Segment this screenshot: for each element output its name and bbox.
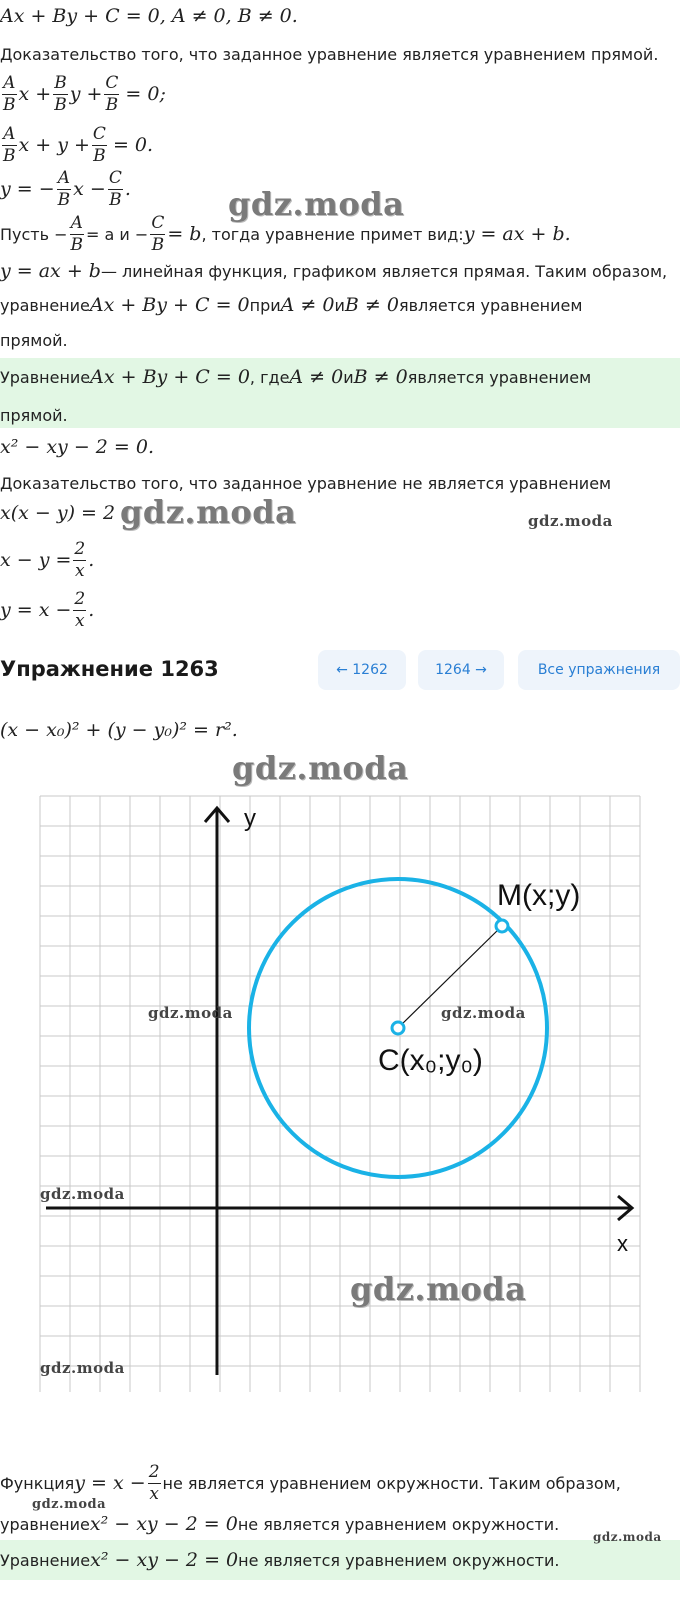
function-conclusion-line: Функция y = x − $\frac{2}{x}$ не является уравнением окружности. Таким образом, bbox=[0, 1461, 621, 1504]
next-exercise-button[interactable]: 1264 → bbox=[418, 650, 504, 690]
watermark: gdz.moda bbox=[32, 1497, 107, 1512]
watermark: gdz.moda bbox=[593, 1530, 662, 1544]
line-equation: Ax + By + C = 0, A ≠ 0, B ≠ 0. bbox=[0, 5, 298, 27]
fraction: $\frac{2}{x}$ bbox=[148, 1461, 160, 1504]
watermark: gdz.moda bbox=[232, 749, 409, 787]
watermark: gdz.moda bbox=[120, 493, 297, 531]
all-exercises-button[interactable]: Все упражнения bbox=[518, 650, 680, 690]
fraction: $\frac{2}{x}$ bbox=[74, 538, 86, 581]
point-c-label: C(x₀;y₀) bbox=[378, 1044, 483, 1077]
fraction: $\frac{B}{B}$ bbox=[54, 72, 67, 115]
given-equation: x² − xy − 2 = 0. bbox=[0, 436, 154, 458]
axis-x-label: x bbox=[617, 1231, 628, 1256]
watermark: gdz.moda bbox=[228, 185, 405, 223]
final-answer: Уравнение x² − xy − 2 = 0 не является уравнением окружности. bbox=[0, 1549, 560, 1571]
fraction: $\frac{C}{B}$ bbox=[151, 212, 165, 255]
conclusion-line-equation: уравнение x² − xy − 2 = 0 не является уравнением окружности. bbox=[0, 1513, 560, 1535]
proof-intro-1: Доказательство того, что заданное уравнение является уравнением прямой. bbox=[0, 44, 659, 64]
prev-exercise-button[interactable]: ← 1262 bbox=[318, 650, 406, 690]
axis-y-label: y bbox=[244, 805, 256, 832]
step-3: y = − $\frac{A}{B}$ x − $\frac{C}{B}$ . bbox=[0, 167, 131, 210]
step-2-3: y = x − $\frac{2}{x}$ . bbox=[0, 588, 95, 631]
answer-line-1: Уравнение Ax + By + C = 0 , где A ≠ 0 и B ≠ 0 является уравнением bbox=[0, 366, 592, 388]
fraction: $\frac{C}{B}$ bbox=[108, 167, 122, 210]
fraction: $\frac{A}{B}$ bbox=[70, 212, 84, 255]
step-2-2: x − y = $\frac{2}{x}$ . bbox=[0, 538, 95, 581]
substitution-line: Пусть − $\frac{A}{B}$ = a и − $\frac{C}{B}$ = b , тогда уравнение примет вид: y = ax + b. bbox=[0, 212, 571, 255]
answer-line-2: прямой. bbox=[0, 405, 68, 425]
watermark: gdz.moda bbox=[148, 1004, 233, 1022]
fraction: $\frac{A}{B}$ bbox=[57, 167, 71, 210]
exercise-title: Упражнение 1263 bbox=[0, 657, 219, 681]
center-point bbox=[392, 1022, 404, 1034]
fraction: $\frac{2}{x}$ bbox=[74, 588, 86, 631]
watermark: gdz.moda bbox=[441, 1004, 526, 1022]
fraction: $\frac{A}{B}$ bbox=[3, 72, 16, 115]
fraction: $\frac{C}{B}$ bbox=[92, 123, 106, 166]
proof-intro-2: Доказательство того, что заданное уравнение не является уравнением bbox=[0, 473, 612, 493]
conclusion-line-2: прямой. bbox=[0, 330, 68, 350]
conclusion-line-1: уравнение Ax + By + C = 0 при A ≠ 0 и B ≠ 0 является уравнением bbox=[0, 294, 583, 316]
point-m-label: M(x;y) bbox=[497, 879, 581, 912]
fraction: $\frac{C}{B}$ bbox=[105, 72, 119, 115]
watermark: gdz.moda bbox=[40, 1359, 125, 1377]
coordinate-figure bbox=[0, 780, 680, 1400]
point-m bbox=[496, 920, 508, 932]
step-2: $\frac{A}{B}$ x + y + $\frac{C}{B}$ = 0. bbox=[3, 123, 154, 166]
step-2-1: x(x − y) = 2 bbox=[0, 502, 116, 524]
step-1: $\frac{A}{B}$ x + $\frac{B}{B}$ y + $\frac{C}{B}$ = 0; bbox=[3, 72, 166, 115]
watermark: gdz.moda bbox=[40, 1185, 125, 1203]
circle-equation: (x − x₀)² + (y − y₀)² = r². bbox=[0, 719, 238, 741]
linear-function-line: y = ax + b — линейная функция, графиком является прямая. Таким образом, bbox=[0, 260, 668, 282]
watermark: gdz.moda bbox=[350, 1270, 527, 1308]
watermark: gdz.moda bbox=[528, 512, 613, 530]
fraction: $\frac{A}{B}$ bbox=[3, 123, 16, 166]
